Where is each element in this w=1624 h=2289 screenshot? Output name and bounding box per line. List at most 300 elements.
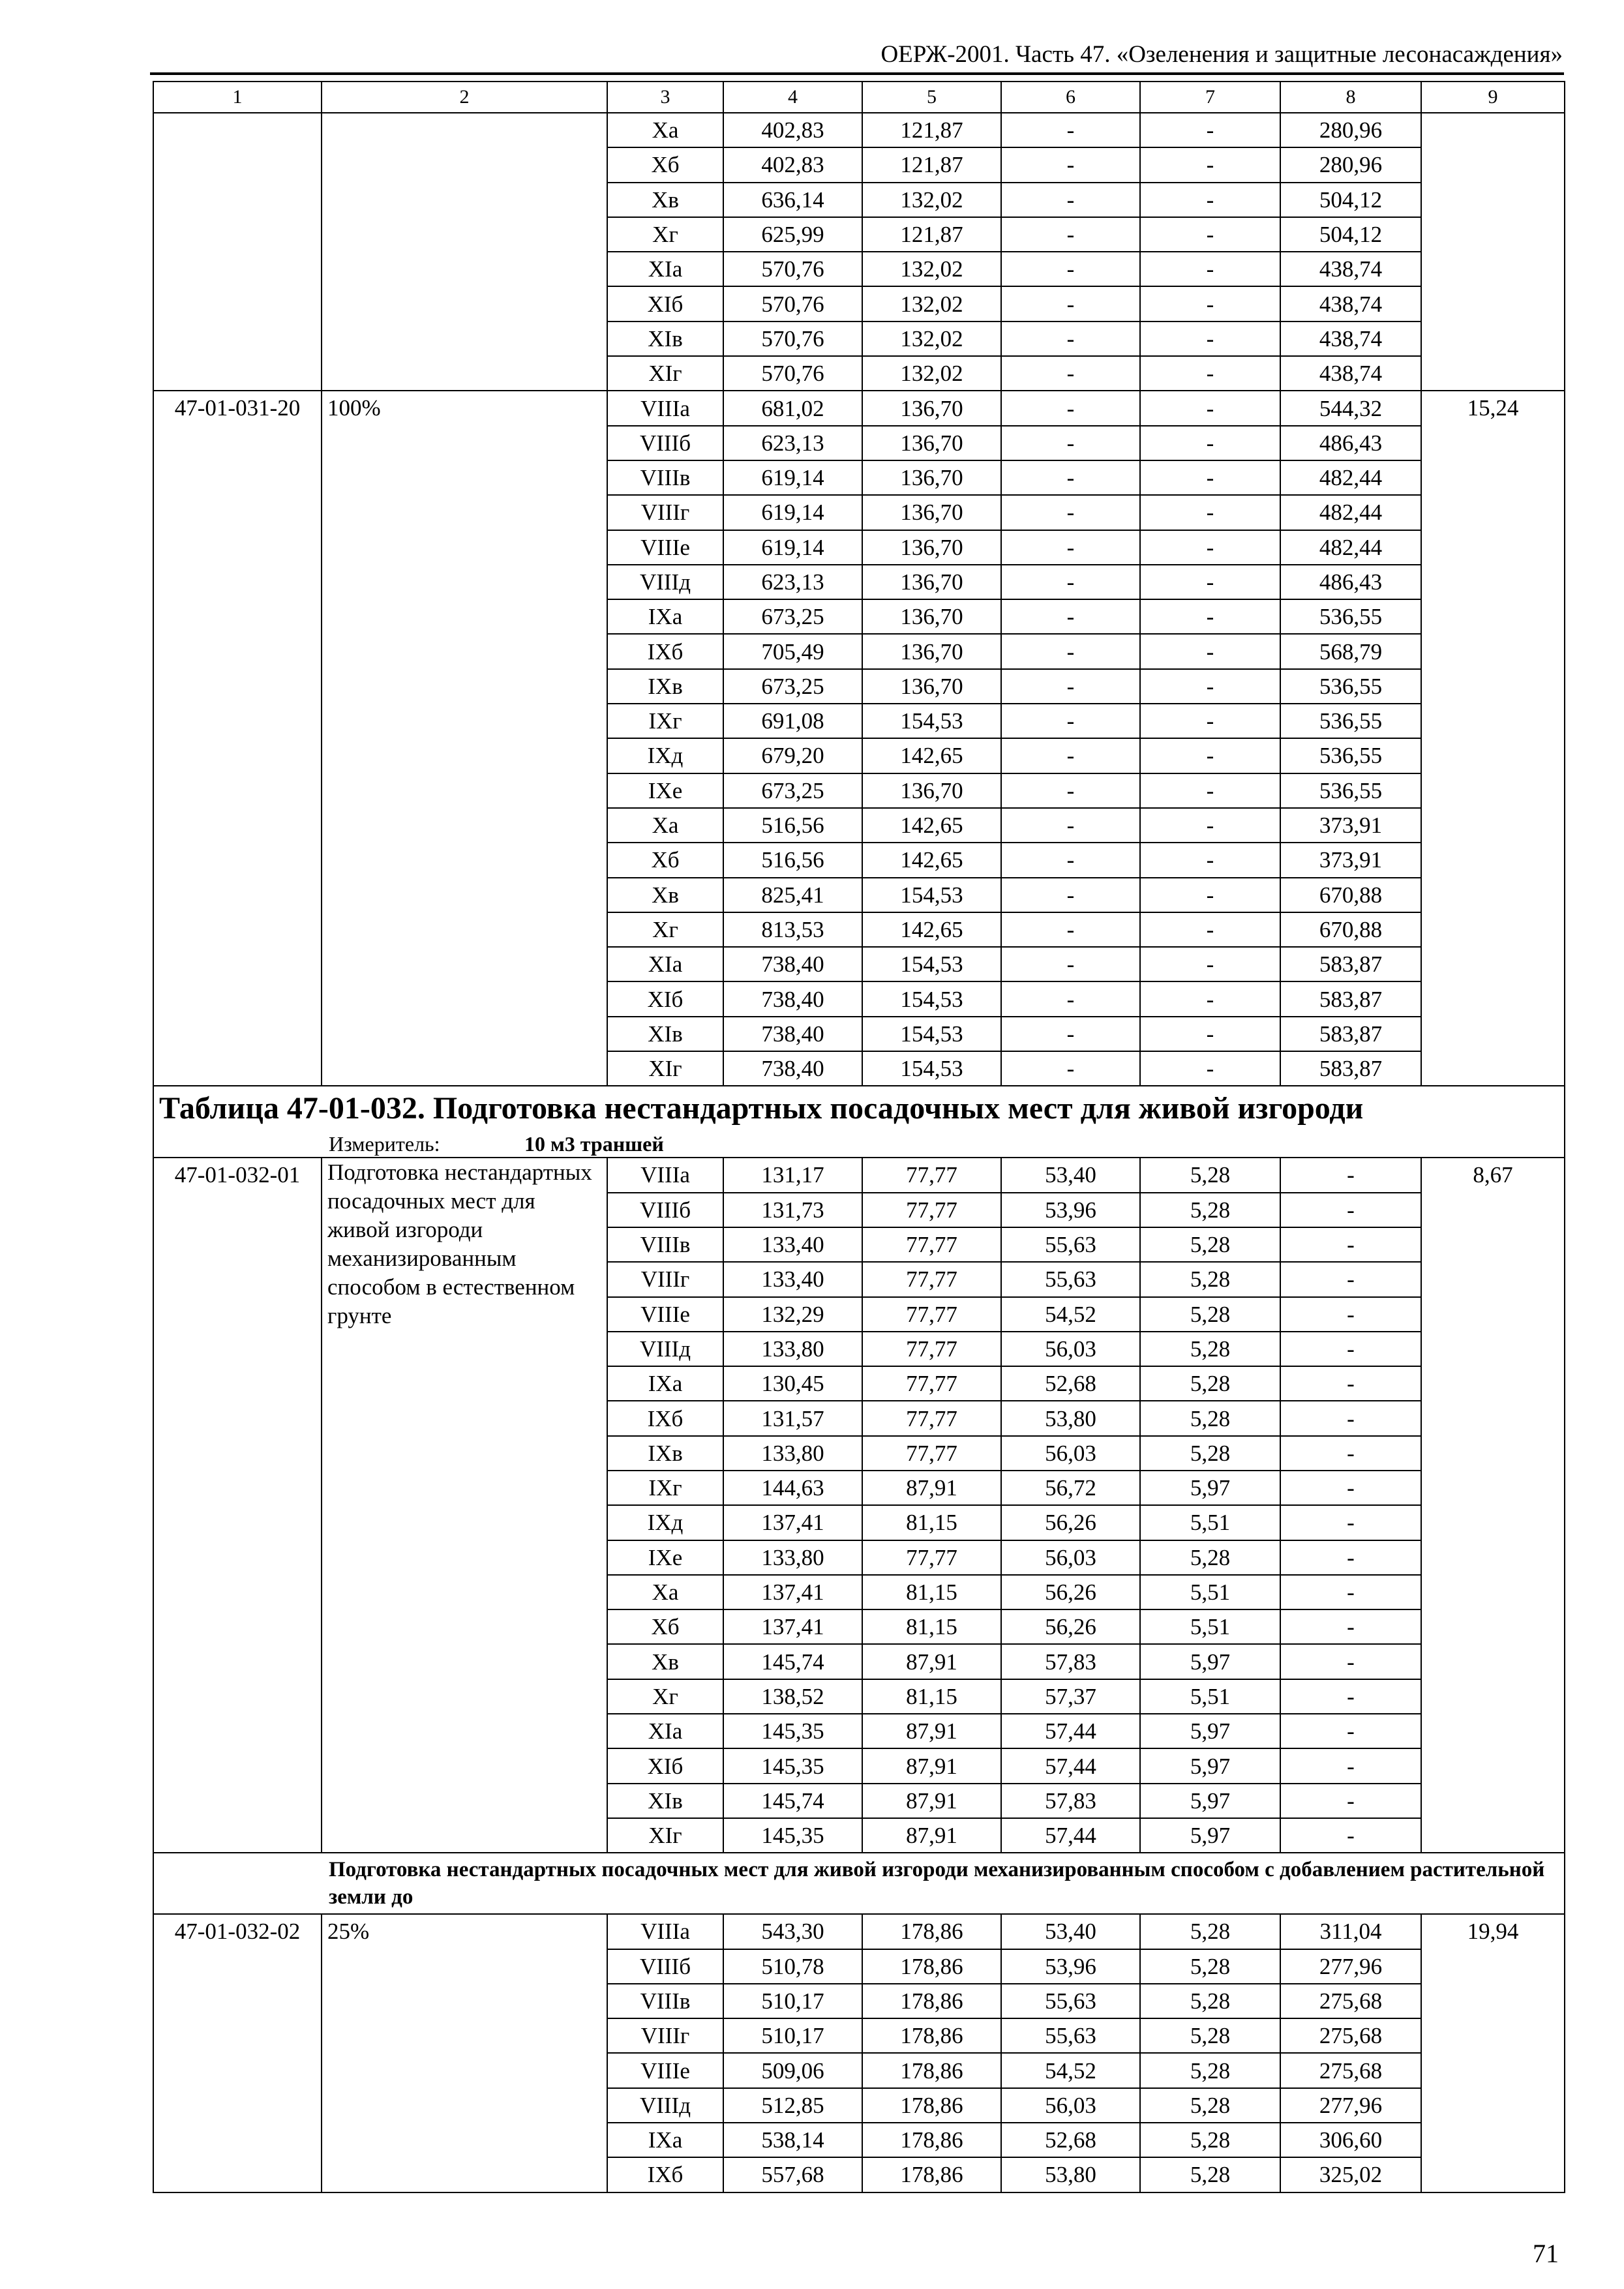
value-cell: 681,02 — [723, 391, 862, 425]
value-cell: VIIIг — [607, 495, 723, 530]
value-cell: 87,91 — [862, 1471, 1001, 1505]
value-cell: 57,37 — [1001, 1679, 1140, 1714]
value-cell: 145,35 — [723, 1748, 862, 1783]
value-cell: 5,28 — [1140, 2123, 1280, 2157]
value-cell: 5,51 — [1140, 1679, 1280, 1714]
value-cell: - — [1001, 322, 1140, 356]
rate-description-cell: Подготовка нестандартных посадочных мест для живой изгороди механизированным способом в естественном грунте — [322, 1158, 607, 1853]
value-cell: - — [1001, 530, 1140, 565]
column-number: 1 — [153, 82, 322, 113]
value-cell: 56,72 — [1001, 1471, 1140, 1505]
value-cell: 137,41 — [723, 1575, 862, 1609]
value-cell: ХIв — [607, 322, 723, 356]
value-cell: 77,77 — [862, 1366, 1001, 1401]
value-cell: 536,55 — [1280, 704, 1421, 738]
subheading-row — [153, 1853, 1565, 1914]
value-cell: 87,91 — [862, 1644, 1001, 1679]
value-cell: IХв — [607, 669, 723, 704]
value-cell: 691,08 — [723, 704, 862, 738]
value-cell: - — [1140, 356, 1280, 391]
value-cell: 145,35 — [723, 1714, 862, 1748]
value-cell: - — [1001, 947, 1140, 981]
value-cell: IХб — [607, 634, 723, 668]
value-cell: 504,12 — [1280, 183, 1421, 217]
value-cell: IХд — [607, 1505, 723, 1540]
value-cell: - — [1280, 1714, 1421, 1748]
value-cell: VIIIб — [607, 1949, 723, 1984]
value-cell: - — [1001, 738, 1140, 773]
value-cell: 55,63 — [1001, 1262, 1140, 1296]
value-cell: - — [1280, 1644, 1421, 1679]
value-cell: 5,28 — [1140, 1436, 1280, 1471]
value-cell: 5,51 — [1140, 1575, 1280, 1609]
value-cell: ХIа — [607, 947, 723, 981]
value-cell: 5,28 — [1140, 1949, 1280, 1984]
value-cell: 133,80 — [723, 1540, 862, 1575]
value-cell: - — [1140, 530, 1280, 565]
value-cell: - — [1280, 1366, 1421, 1401]
value-cell: - — [1140, 981, 1280, 1016]
column-number: 4 — [723, 82, 862, 113]
value-cell: - — [1140, 495, 1280, 530]
value-cell: - — [1140, 738, 1280, 773]
value-cell: - — [1001, 286, 1140, 321]
value-cell: - — [1280, 1193, 1421, 1227]
table-row — [153, 391, 1565, 425]
value-cell: 510,17 — [723, 1984, 862, 2018]
value-cell: 142,65 — [862, 912, 1001, 947]
column-number: 6 — [1001, 82, 1140, 113]
value-cell: 536,55 — [1280, 773, 1421, 808]
value-cell: 56,03 — [1001, 2088, 1140, 2123]
value-cell: 145,35 — [723, 1818, 862, 1853]
value-cell: 131,17 — [723, 1158, 862, 1192]
value-cell: 275,68 — [1280, 1984, 1421, 2018]
value-cell: 136,70 — [862, 599, 1001, 634]
value-cell: 619,14 — [723, 460, 862, 495]
rate-code-cell: 47-01-031-20 — [153, 391, 322, 1086]
value-cell: 55,63 — [1001, 1984, 1140, 2018]
value-cell: VIIIе — [607, 2053, 723, 2087]
value-cell: 178,86 — [862, 2053, 1001, 2087]
value-cell: Ха — [607, 113, 723, 147]
value-cell: 5,28 — [1140, 1332, 1280, 1366]
value-cell: - — [1280, 1227, 1421, 1262]
value-cell: 543,30 — [723, 1914, 862, 1949]
value-cell: ХIв — [607, 1784, 723, 1818]
value-cell: 57,44 — [1001, 1818, 1140, 1853]
value-cell: 536,55 — [1280, 738, 1421, 773]
value-cell: - — [1140, 947, 1280, 981]
rate-description-cell: 25% — [322, 1914, 607, 2192]
value-cell: ХIв — [607, 1017, 723, 1051]
price-table — [153, 81, 1565, 2193]
value-cell: 402,83 — [723, 147, 862, 182]
value-cell: 145,74 — [723, 1784, 862, 1818]
rate-description-cell: 100% — [322, 391, 607, 1086]
value-cell: IХа — [607, 599, 723, 634]
value-cell: 625,99 — [723, 217, 862, 252]
value-cell: 136,70 — [862, 530, 1001, 565]
price-table-container — [153, 81, 1564, 2190]
value-cell: Хб — [607, 147, 723, 182]
value-cell: IХв — [607, 1436, 723, 1471]
value-cell: Хг — [607, 912, 723, 947]
value-cell: - — [1140, 773, 1280, 808]
value-cell: - — [1140, 1051, 1280, 1086]
value-cell: ХIб — [607, 981, 723, 1016]
value-cell: 154,53 — [862, 981, 1001, 1016]
value-cell: 5,97 — [1140, 1784, 1280, 1818]
value-cell: 53,40 — [1001, 1158, 1140, 1192]
value-cell: 54,52 — [1001, 1297, 1140, 1332]
value-cell: - — [1140, 1017, 1280, 1051]
value-cell: 486,43 — [1280, 565, 1421, 599]
value-cell: 77,77 — [862, 1436, 1001, 1471]
value-cell: - — [1001, 1017, 1140, 1051]
value-cell: 5,28 — [1140, 2088, 1280, 2123]
value-cell: 77,77 — [862, 1540, 1001, 1575]
table-row — [153, 113, 1565, 147]
value-cell: - — [1001, 356, 1140, 391]
value-cell: 825,41 — [723, 878, 862, 912]
value-cell: IХд — [607, 738, 723, 773]
value-cell: - — [1001, 495, 1140, 530]
running-header: ОЕРЖ-2001. Часть 47. «Озеленения и защитные лесонасаждения» — [880, 41, 1563, 68]
value-cell: 509,06 — [723, 2053, 862, 2087]
value-cell: IХб — [607, 2157, 723, 2192]
value-cell: 570,76 — [723, 286, 862, 321]
value-cell: 5,97 — [1140, 1644, 1280, 1679]
table-title: Таблица 47-01-032. Подготовка нестандартных посадочных мест для живой изгороди — [153, 1086, 1565, 1131]
column-number-row — [153, 82, 1565, 113]
value-cell: - — [1001, 599, 1140, 634]
value-cell: - — [1280, 1748, 1421, 1783]
value-cell: 136,70 — [862, 669, 1001, 704]
table-row — [153, 1914, 1565, 1949]
value-cell: 154,53 — [862, 878, 1001, 912]
value-cell: Хг — [607, 217, 723, 252]
value-cell: 136,70 — [862, 391, 1001, 425]
value-cell: - — [1001, 1051, 1140, 1086]
value-cell: VIIIд — [607, 565, 723, 599]
value-cell: IХа — [607, 1366, 723, 1401]
measure-cell — [153, 1131, 1565, 1158]
value-cell: 557,68 — [723, 2157, 862, 2192]
value-cell: - — [1280, 1332, 1421, 1366]
value-cell: 5,28 — [1140, 2018, 1280, 2053]
labor-cost-cell — [1421, 113, 1565, 391]
value-cell: 623,13 — [723, 426, 862, 460]
value-cell: 154,53 — [862, 947, 1001, 981]
value-cell: 54,52 — [1001, 2053, 1140, 2087]
value-cell: ХIг — [607, 1818, 723, 1853]
value-cell: - — [1280, 1262, 1421, 1296]
value-cell: 55,63 — [1001, 1227, 1140, 1262]
value-cell: - — [1140, 113, 1280, 147]
value-cell: 5,28 — [1140, 1366, 1280, 1401]
value-cell: 87,91 — [862, 1748, 1001, 1783]
value-cell: 670,88 — [1280, 912, 1421, 947]
value-cell: 673,25 — [723, 599, 862, 634]
value-cell: 510,78 — [723, 1949, 862, 1984]
value-cell: ХIа — [607, 1714, 723, 1748]
value-cell: 136,70 — [862, 565, 1001, 599]
value-cell: 142,65 — [862, 738, 1001, 773]
value-cell: 56,03 — [1001, 1332, 1140, 1366]
value-cell: 738,40 — [723, 1017, 862, 1051]
value-cell: 130,45 — [723, 1366, 862, 1401]
value-cell: 738,40 — [723, 1051, 862, 1086]
value-cell: - — [1001, 808, 1140, 843]
value-cell: 56,26 — [1001, 1575, 1140, 1609]
value-cell: ХIг — [607, 356, 723, 391]
value-cell: 583,87 — [1280, 1017, 1421, 1051]
value-cell: VIIIе — [607, 530, 723, 565]
value-cell: 623,13 — [723, 565, 862, 599]
value-cell: 53,80 — [1001, 2157, 1140, 2192]
value-cell: 306,60 — [1280, 2123, 1421, 2157]
value-cell: - — [1001, 147, 1140, 182]
value-cell: VIIIв — [607, 460, 723, 495]
value-cell: 178,86 — [862, 2088, 1001, 2123]
value-cell: 280,96 — [1280, 147, 1421, 182]
value-cell: 402,83 — [723, 113, 862, 147]
value-cell: 538,14 — [723, 2123, 862, 2157]
value-cell: - — [1001, 113, 1140, 147]
value-cell: - — [1140, 808, 1280, 843]
value-cell: - — [1280, 1471, 1421, 1505]
value-cell: IХг — [607, 1471, 723, 1505]
value-cell: - — [1280, 1401, 1421, 1435]
value-cell: - — [1001, 878, 1140, 912]
value-cell: 670,88 — [1280, 878, 1421, 912]
value-cell: 536,55 — [1280, 599, 1421, 634]
value-cell: 133,40 — [723, 1262, 862, 1296]
value-cell: 131,57 — [723, 1401, 862, 1435]
value-cell: 5,28 — [1140, 1262, 1280, 1296]
value-cell: 77,77 — [862, 1227, 1001, 1262]
value-cell: ХIа — [607, 252, 723, 286]
value-cell: 178,86 — [862, 2123, 1001, 2157]
value-cell: 57,44 — [1001, 1714, 1140, 1748]
value-cell: 275,68 — [1280, 2018, 1421, 2053]
value-cell: 5,28 — [1140, 2053, 1280, 2087]
value-cell: 178,86 — [862, 1949, 1001, 1984]
value-cell: 5,28 — [1140, 1401, 1280, 1435]
value-cell: VIIIв — [607, 1227, 723, 1262]
value-cell: VIIIв — [607, 1984, 723, 2018]
measure-value: 10 м3 траншей — [524, 1132, 664, 1156]
value-cell: 583,87 — [1280, 1051, 1421, 1086]
value-cell: 619,14 — [723, 495, 862, 530]
value-cell: 132,02 — [862, 252, 1001, 286]
value-cell: 482,44 — [1280, 530, 1421, 565]
column-number: 3 — [607, 82, 723, 113]
value-cell: Хв — [607, 183, 723, 217]
value-cell: 813,53 — [723, 912, 862, 947]
value-cell: 178,86 — [862, 1914, 1001, 1949]
value-cell: Ха — [607, 1575, 723, 1609]
value-cell: 121,87 — [862, 217, 1001, 252]
column-number: 5 — [862, 82, 1001, 113]
value-cell: 154,53 — [862, 1051, 1001, 1086]
value-cell: - — [1280, 1540, 1421, 1575]
value-cell: 5,28 — [1140, 1914, 1280, 1949]
value-cell: ХIб — [607, 286, 723, 321]
value-cell: 438,74 — [1280, 356, 1421, 391]
header-rule — [150, 72, 1564, 75]
column-number: 7 — [1140, 82, 1280, 113]
value-cell: 57,44 — [1001, 1748, 1140, 1783]
value-cell: 5,51 — [1140, 1505, 1280, 1540]
value-cell: 544,32 — [1280, 391, 1421, 425]
value-cell: 81,15 — [862, 1575, 1001, 1609]
value-cell: 673,25 — [723, 773, 862, 808]
value-cell: 5,97 — [1140, 1748, 1280, 1783]
value-cell: 77,77 — [862, 1158, 1001, 1192]
value-cell: 636,14 — [723, 183, 862, 217]
value-cell: 136,70 — [862, 495, 1001, 530]
value-cell: 275,68 — [1280, 2053, 1421, 2087]
value-cell: 504,12 — [1280, 217, 1421, 252]
value-cell: 5,28 — [1140, 1984, 1280, 2018]
value-cell: - — [1140, 147, 1280, 182]
value-cell: 570,76 — [723, 252, 862, 286]
value-cell: 5,97 — [1140, 1714, 1280, 1748]
value-cell: 583,87 — [1280, 981, 1421, 1016]
labor-cost-cell: 8,67 — [1421, 1158, 1565, 1853]
value-cell: 277,96 — [1280, 1949, 1421, 1984]
value-cell: - — [1280, 1505, 1421, 1540]
column-number: 8 — [1280, 82, 1421, 113]
value-cell: IХе — [607, 773, 723, 808]
value-cell: - — [1280, 1679, 1421, 1714]
value-cell: 482,44 — [1280, 460, 1421, 495]
value-cell: 679,20 — [723, 738, 862, 773]
rate-description-cell — [322, 113, 607, 391]
value-cell: - — [1001, 773, 1140, 808]
value-cell: 142,65 — [862, 808, 1001, 843]
value-cell: 438,74 — [1280, 252, 1421, 286]
value-cell: 136,70 — [862, 773, 1001, 808]
value-cell: Хв — [607, 878, 723, 912]
value-cell: 132,02 — [862, 322, 1001, 356]
value-cell: - — [1140, 565, 1280, 599]
value-cell: 5,28 — [1140, 1227, 1280, 1262]
value-cell: 52,68 — [1001, 1366, 1140, 1401]
value-cell: - — [1140, 878, 1280, 912]
rate-code-cell — [153, 113, 322, 391]
value-cell: IХг — [607, 704, 723, 738]
value-cell: 142,65 — [862, 843, 1001, 877]
value-cell: 5,28 — [1140, 1158, 1280, 1192]
value-cell: 154,53 — [862, 1017, 1001, 1051]
value-cell: - — [1001, 912, 1140, 947]
value-cell: 53,96 — [1001, 1193, 1140, 1227]
value-cell: 5,28 — [1140, 2157, 1280, 2192]
value-cell: - — [1140, 322, 1280, 356]
measure-label: Измеритель: — [329, 1132, 440, 1156]
measure-row — [153, 1131, 1565, 1158]
value-cell: ХIг — [607, 1051, 723, 1086]
value-cell: - — [1001, 426, 1140, 460]
value-cell: - — [1280, 1297, 1421, 1332]
labor-cost-cell: 15,24 — [1421, 391, 1565, 1086]
value-cell: VIIIб — [607, 426, 723, 460]
value-cell: 512,85 — [723, 2088, 862, 2123]
value-cell: 373,91 — [1280, 808, 1421, 843]
value-cell: VIIIг — [607, 2018, 723, 2053]
value-cell: - — [1001, 634, 1140, 668]
value-cell: 121,87 — [862, 147, 1001, 182]
value-cell: - — [1001, 981, 1140, 1016]
value-cell: 137,41 — [723, 1505, 862, 1540]
value-cell: 133,80 — [723, 1332, 862, 1366]
value-cell: - — [1140, 843, 1280, 877]
value-cell: - — [1001, 252, 1140, 286]
value-cell: 133,80 — [723, 1436, 862, 1471]
value-cell: 5,28 — [1140, 1193, 1280, 1227]
value-cell: 57,83 — [1001, 1644, 1140, 1679]
value-cell: - — [1001, 217, 1140, 252]
value-cell: 568,79 — [1280, 634, 1421, 668]
value-cell: 154,53 — [862, 704, 1001, 738]
value-cell: IХб — [607, 1401, 723, 1435]
value-cell: 178,86 — [862, 1984, 1001, 2018]
value-cell: 5,28 — [1140, 1540, 1280, 1575]
value-cell: - — [1280, 1609, 1421, 1644]
value-cell: Ха — [607, 808, 723, 843]
value-cell: 144,63 — [723, 1471, 862, 1505]
value-cell: 5,97 — [1140, 1471, 1280, 1505]
price-table-body — [153, 82, 1565, 2192]
value-cell: 81,15 — [862, 1505, 1001, 1540]
value-cell: 510,17 — [723, 2018, 862, 2053]
value-cell: 56,03 — [1001, 1436, 1140, 1471]
value-cell: 145,74 — [723, 1644, 862, 1679]
value-cell: Хб — [607, 1609, 723, 1644]
value-cell: VIIIд — [607, 2088, 723, 2123]
value-cell: 482,44 — [1280, 495, 1421, 530]
column-number: 9 — [1421, 82, 1565, 113]
value-cell: Хг — [607, 1679, 723, 1714]
value-cell: 280,96 — [1280, 113, 1421, 147]
value-cell: 486,43 — [1280, 426, 1421, 460]
value-cell: VIIIд — [607, 1332, 723, 1366]
value-cell: - — [1280, 1158, 1421, 1192]
value-cell: 311,04 — [1280, 1914, 1421, 1949]
value-cell: VIIIа — [607, 1158, 723, 1192]
value-cell: 136,70 — [862, 634, 1001, 668]
value-cell: - — [1001, 704, 1140, 738]
column-number: 2 — [322, 82, 607, 113]
value-cell: 55,63 — [1001, 2018, 1140, 2053]
page-number: 71 — [1533, 2239, 1559, 2268]
value-cell: 738,40 — [723, 947, 862, 981]
value-cell: 516,56 — [723, 808, 862, 843]
value-cell: VIIIг — [607, 1262, 723, 1296]
value-cell: 583,87 — [1280, 947, 1421, 981]
value-cell: 438,74 — [1280, 322, 1421, 356]
value-cell: - — [1280, 1818, 1421, 1853]
value-cell: - — [1140, 286, 1280, 321]
value-cell: - — [1140, 599, 1280, 634]
value-cell: 5,97 — [1140, 1818, 1280, 1853]
value-cell: 132,02 — [862, 183, 1001, 217]
value-cell: IХа — [607, 2123, 723, 2157]
value-cell: - — [1001, 183, 1140, 217]
